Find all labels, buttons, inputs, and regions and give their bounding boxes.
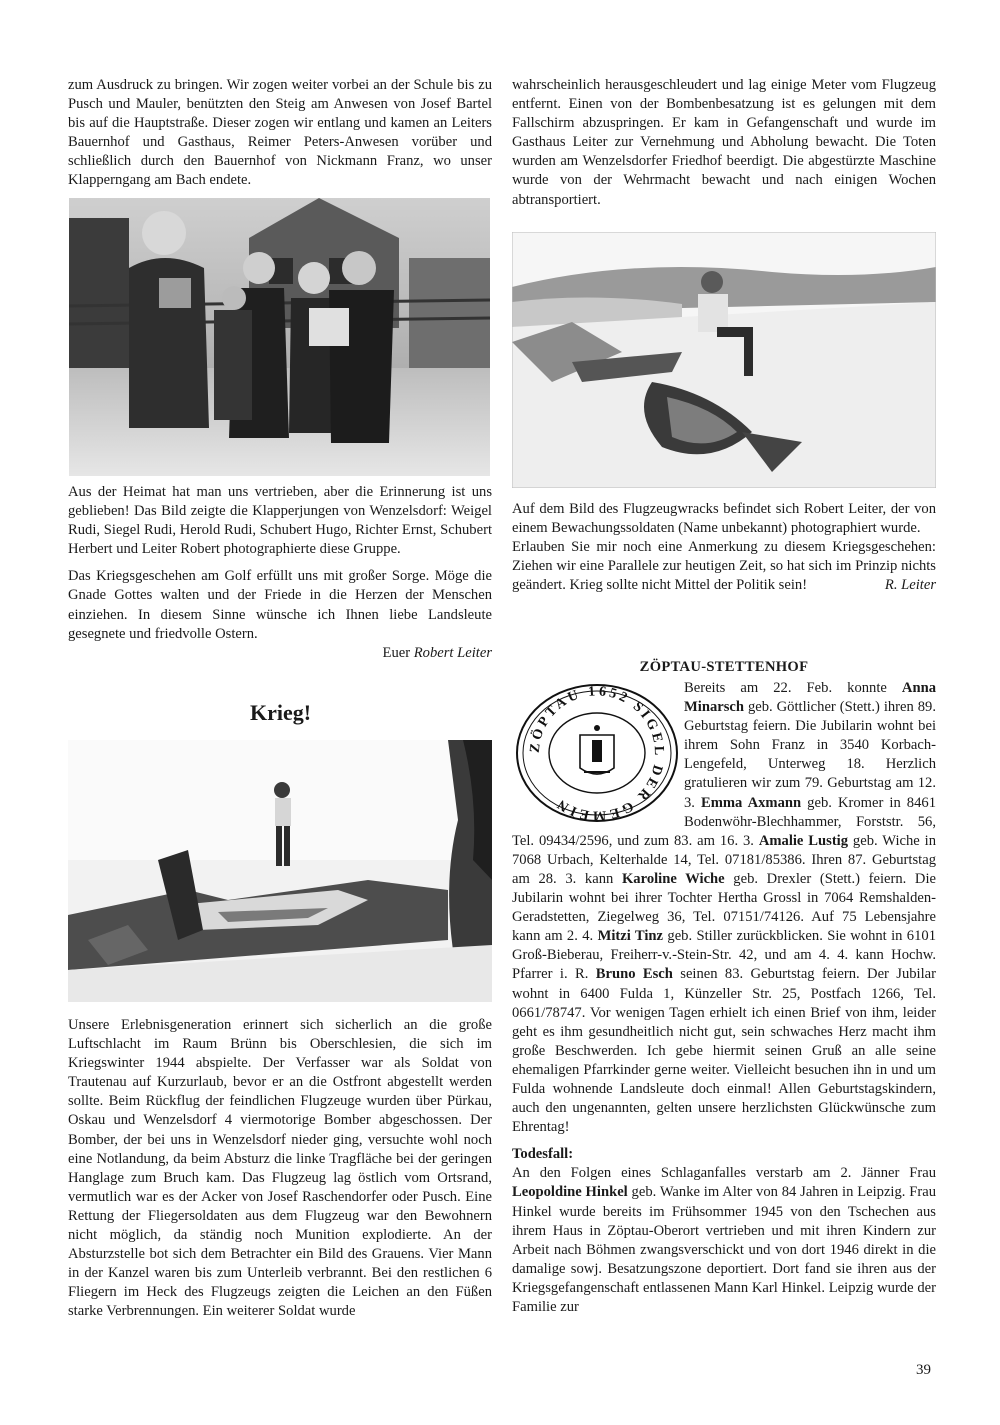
golf-paragraph: Das Kriegsgeschehen am Golf erfüllt uns mit großer Sorge. Möge die Gnade Gottes walten und der Friede in die Herzen der Menschen einziehen. In diesem Sinne wünsche ich Ihnen liebe Landsleute gesegnete und friedvolle Ostern. [68, 568, 492, 642]
photo2-caption [512, 500, 936, 595]
page-number: 39 [916, 1362, 931, 1378]
bd-t3: geb. Kromer in 8461 Bodenwöhr-Blechhammer, Forststr. 56, Tel. 09434/2596, und zum 83. am 16. 3. [512, 794, 936, 849]
remark-text: Erlauben Sie mir noch eine Anmerkung zu diesem Kriegsgeschehen: Ziehen wir eine Parallele zur heutigen Zeit, so hat sich im Prinzip nichts geändert. Krieg sollte nicht Mittel der Politik sein! [512, 539, 936, 594]
klapper-boys-photo [69, 198, 490, 476]
bd-t4: geb. Wiche in 7068 Urbach, Kelterhalde 14, Tel. 07181/85386. Ihren 87. Geburtstag am 28. 3. kann [512, 832, 937, 887]
intro-text: zum Ausdruck zu bringen. Wir zogen weiter vorbei an der Schule bis zu Pusch und Mauler, benützten den Steig am Anwesen von Josef Bartel bis auf die Hauptstraße. Dieser zogen wir entlang und kamen an Leiters Bauernhof und Gasthaus, Reimer Peters-Anwesen vorüber und schließlich durch den Bauernhof von Nickmann Franz, wo unser Klapperngang am Bach endete. [68, 77, 492, 189]
photo2-caption-text: Auf dem Bild des Flugzeugwracks befindet sich Robert Leiter, der von einem Bewachungssoldaten (Name unbekannt) photographiert wurde. [512, 501, 936, 537]
jubilar-name: Emma Axmann [701, 794, 802, 811]
birthdays-text [512, 679, 936, 1137]
intro-paragraph [68, 76, 492, 191]
signoff-name: Robert Leiter [413, 644, 492, 661]
seal-text: ZÖPTAU 1652 SIGEL DER GEMEIN [527, 684, 667, 823]
krieg-title: Krieg! [250, 700, 312, 725]
death-t2: geb. Wanke im Alter von 84 Jahren in Leipzig. Frau Hinkel wurde bereits im Frühsommer 1945 von den Tschechen aus ihrem Haus in Zöptau-Oberort vertrieben und mit ihren Kindern zur Arbeit nach Böhmen zwangsverschickt und von dort 1946 direkt in die damalige sowj. Besatzungszone deportiert. Dort fand sie ihren aus der Kriegsgefangenschaft entlassenen Mann Karl Hinkel. Leipzig wurde der Familie zur [512, 1184, 936, 1315]
bd-t6: geb. Stiller zurückblicken. Sie wohnt in 6101 Groß-Bieberau, Freiherr-v.-Stein-Str. 42, und am 4. 4. kann Hochw. Pfarrer i. R. [512, 928, 936, 983]
leiter-on-wreck-photo [512, 232, 936, 488]
remark-paragraph [512, 538, 936, 595]
deceased-name: Leopoldine Hinkel [512, 1184, 628, 1201]
continuation-paragraph [512, 76, 936, 210]
death-t1: An den Folgen eines Schlaganfalles verstarb am 2. Jänner Frau [512, 1165, 936, 1182]
bd-t5: geb. Drexler (Stett.) feiern. Die Jubilarin wohnt bei ihrer Tochter Hertha Grossl in 7064 Remshalden-Geradstetten, Ziegelweg 36, Tel. 07151/74126. Auf 75 Lebensjahre kann am 2. 4. [512, 870, 937, 945]
section-title: ZÖPTAU-STETTENHOF [639, 659, 809, 675]
jubilar-name: Bruno Esch [595, 966, 673, 983]
remark-author: R. Leiter [884, 577, 936, 594]
krieg-text: Unsere Erlebnisgeneration erinnert sich sicherlich an die große Luftschlacht im Raum Brünn bis Oberschlesien, die sich im Kriegswinter 1944 abspielte. Der Verfasser war als Soldat von Trautenau auf Kurzurlaub, bevor er an die Ostfront abgestellt werden sollte. Beim Rückflug der feindlichen Flugzeuge wurden über Pürkau, Oskau und Wenzelsdorf 4 viermotorige Bomber abgeschossen. Der Bomber, der bei uns in Wenzelsdorf nieder ging, versuchte wohl noch eine Notlandung, da beim Absturz die linke Tragfläche bei der geringen Hanglage zum Bruch kam. Das Flugzeug lag östlich vom Ortsrand, vermutlich war es der Acker von Josef Raschendorfer oder Pusch. Eine Rettung der Fliegersoldaten aus dem Flugzeug war den Bewohnern nicht möglich, da ständig noch Munition explodierte. An der Absturzstelle bot sich dem Betrachter ein Bild des Grauens. Vier Mann in der Kanzel waren bis zum Unterleib verbrannt. Bei den restlichen 6 Fliegern im Heck des Flugzeugs zeigten die Leichen an den Füßen starke Verbrennungen. Ein weiterer Soldat wurde [68, 1017, 492, 1320]
photo1-caption-text: Aus der Heimat hat man uns vertrieben, aber die Erinnerung ist uns geblieben! Das Bild zeigte die Klapperjungen von Wenzelsdorf: Weigel Rudi, Siegel Rudi, Herold Rudi, Schubert Hugo, Richter Ernst, Schubert Herbert und Leiter Robert photographierte diese Gruppe. [68, 484, 492, 558]
bd-t2: geb. Göttlicher (Stett.) ihren 89. Geburtstag feiern. Die Jubilarin wohnt bei ihrem Sohn Franz in 3540 Korbach-Lengefeld, Unterweg 18. Herzlich gratulieren wir zum 79. Geburtstag am 12. 3. [684, 699, 936, 811]
signoff [68, 644, 492, 663]
jubilar-name: Amalie Lustig [758, 832, 849, 849]
birthdays-paragraph [512, 679, 936, 1317]
bd-t7: seinen 83. Geburtstag feiern. Der Jubilar wohnt in 6400 Fulda 1, Künzeller Str. 25, Postfach 1266, Tel. 0661/78747. Vor wenigen Tagen erhielt ich einen Brief von ihm, leider geht es ihm gesundheitlich nicht gut, sein schwaches Herz macht ihm große Beschwerden. Ich gebe hiermit seinen Gruß an alle seine ehemaligen Pfarrkinder gerne weiter. Vielleicht besuchen ihn in und um Fulda wohnende Landsleute doch einmal! Allen Geburtstagskindern, auch den ungenannten, gelten unsere herzlichsten Glückwünsche zum Ehrentag! [512, 966, 937, 1136]
photo1-caption [68, 483, 492, 663]
signoff-prefix: Euer [382, 644, 411, 661]
jubilar-name: Anna Minarsch [684, 680, 936, 716]
jubilar-name: Karoline Wiche [621, 870, 725, 887]
bomber-wreck-photo [68, 740, 492, 1002]
bd-t1: Bereits am 22. Feb. konnte [684, 680, 902, 696]
jubilar-name: Mitzi Tinz [597, 928, 664, 945]
death-text [512, 1164, 936, 1317]
continuation-text: wahrscheinlich herausgeschleudert und lag einige Meter vom Flugzeug entfernt. Einen von der Bombenbesatzung ist es gelungen mit dem Fallschirm abzuspringen. Er kam in Gefangenschaft und wurde im Gasthaus Leiter zur Vernehmung und Abholung bewacht. Die Toten wurden am Wenzelsdorfer Friedhof beerdigt. Die abgestürzte Maschine wurde von der Wehrmacht bewacht und nach einigen Wochen abtransportiert. [512, 77, 936, 208]
krieg-article [68, 1016, 492, 1322]
death-heading: Todesfall: [512, 1146, 574, 1163]
